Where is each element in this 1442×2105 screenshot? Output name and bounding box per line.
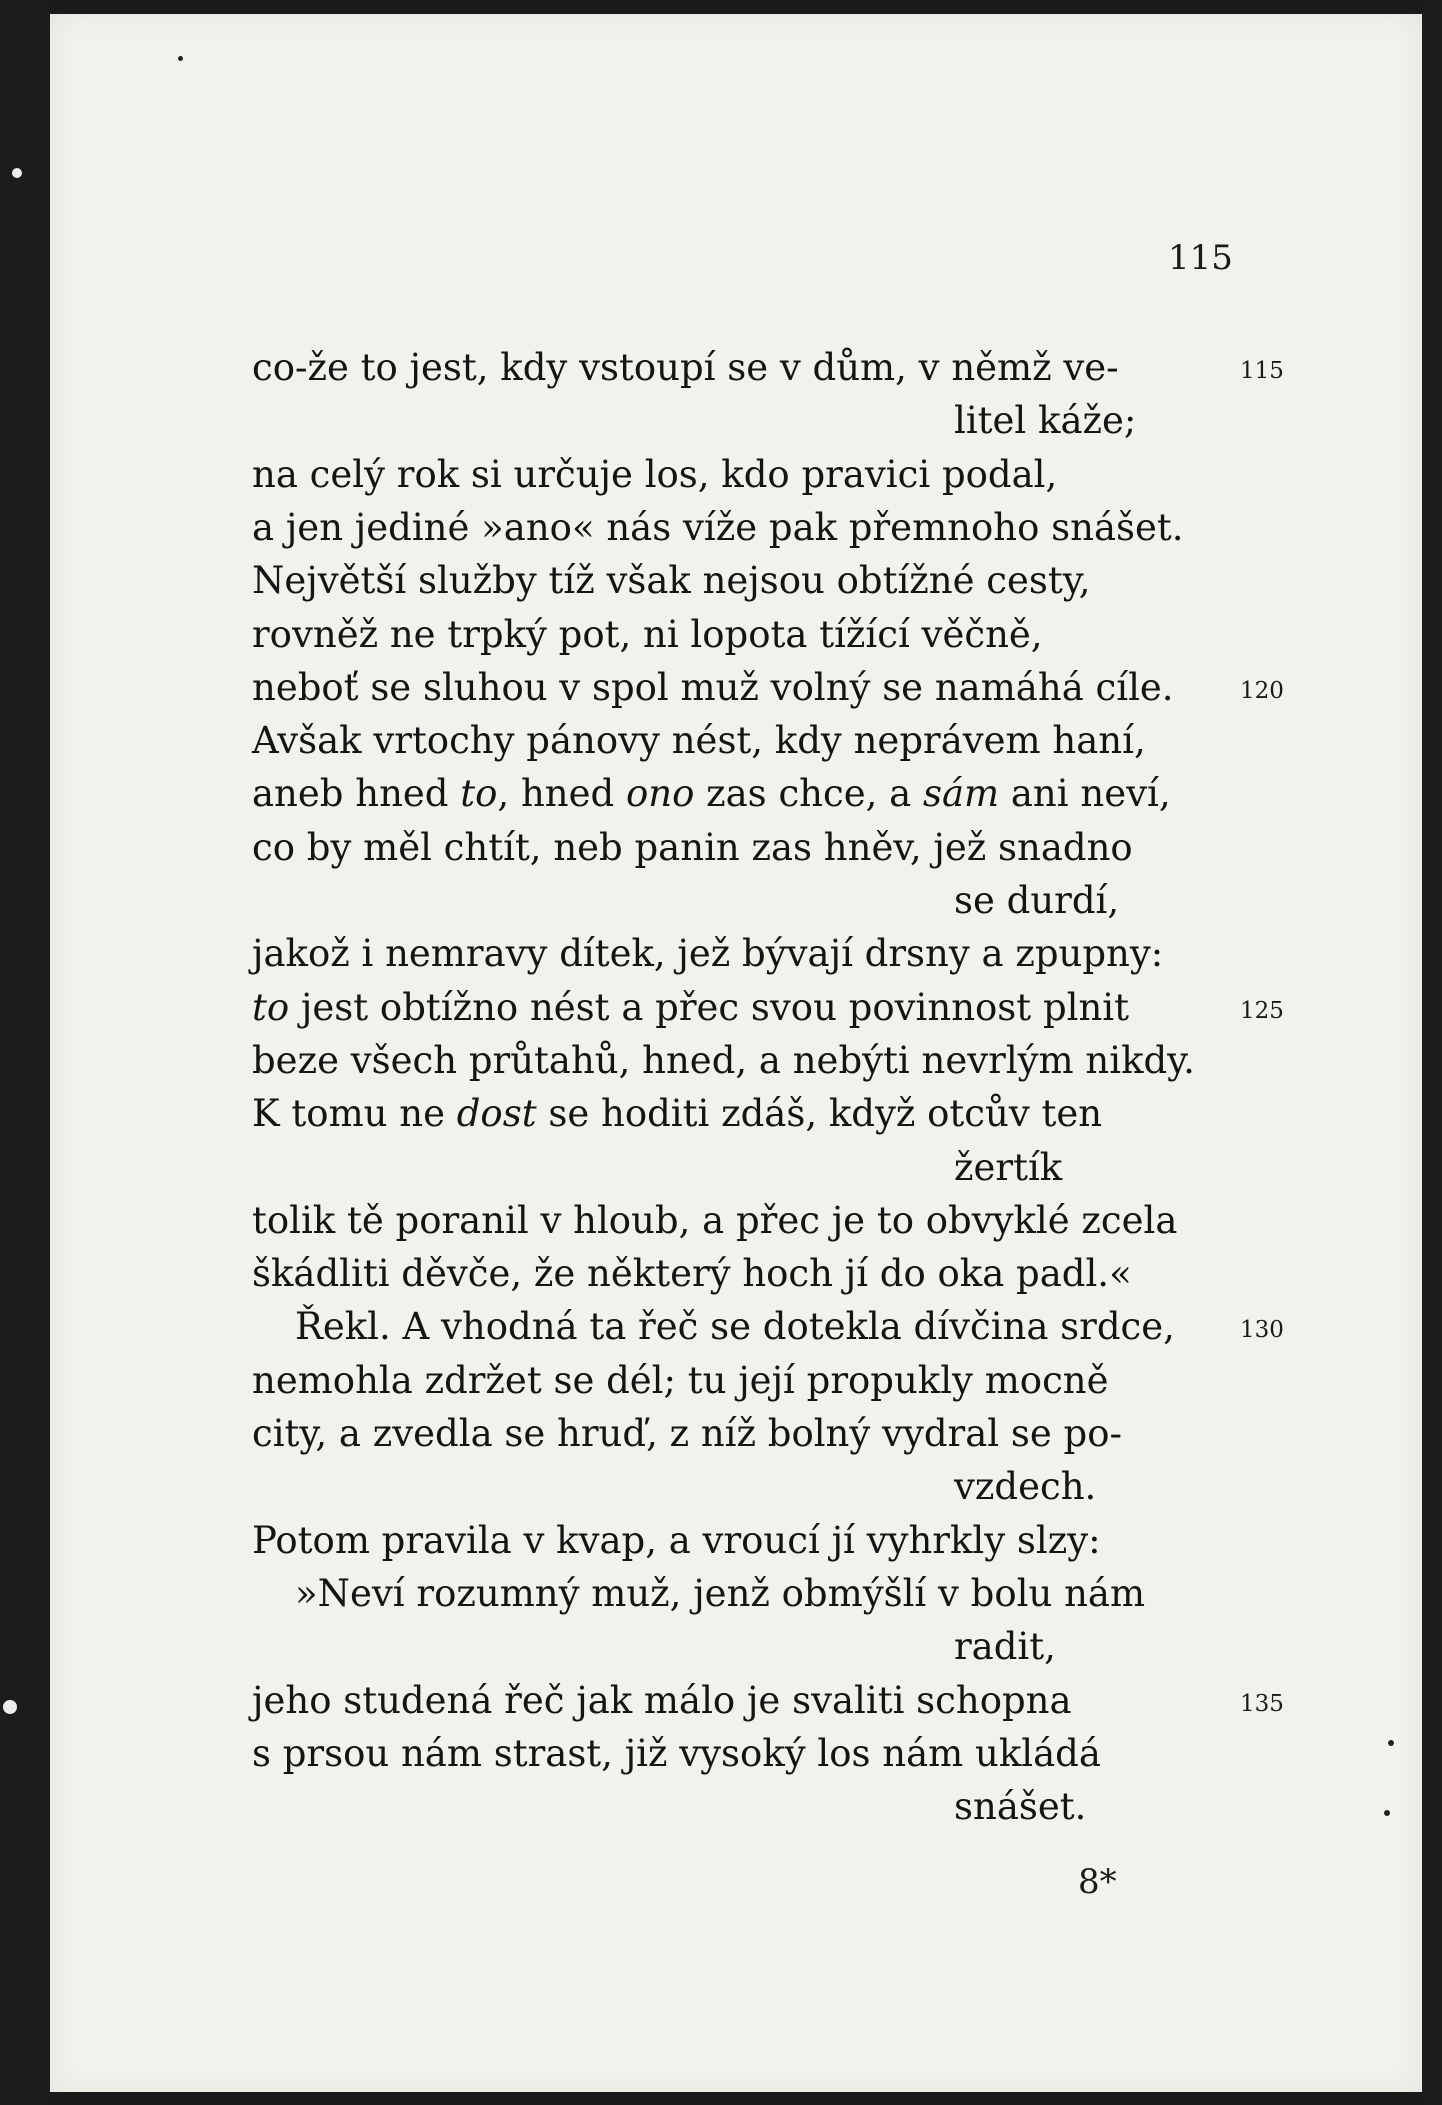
text-line: nemohla zdržet se dél; tu její propukly mocně [252, 1359, 1109, 1402]
text-line: jakož i nemravy dítek, jež bývají drsny a zpupny: [252, 932, 1164, 975]
verse-number: 120 [1240, 678, 1284, 704]
scan-right-edge [1422, 0, 1442, 2105]
text-line: radit, [954, 1625, 1056, 1668]
text-line: neboť se sluhou v spol muž volný se namáhá cíle. [252, 666, 1174, 709]
text-line: beze všech průtahů, hned, a nebýti nevrlým nikdy. [252, 1039, 1195, 1082]
scan-speck [12, 168, 22, 178]
text-line: co by měl chtít, neb panin zas hněv, jež snadno [252, 826, 1133, 869]
verse-number: 130 [1240, 1317, 1284, 1343]
page-number: 115 [1168, 238, 1233, 278]
scan-speck [1384, 1810, 1390, 1816]
text-line: snášet. [954, 1785, 1087, 1828]
text-line: Avšak vrtochy pánovy nést, kdy neprávem haní, [252, 719, 1146, 762]
scan-left-edge [0, 0, 50, 2105]
text-line: co-že to jest, kdy vstoupí se v dům, v němž ve- [252, 346, 1119, 389]
printer-signature: 8* [1078, 1862, 1117, 1902]
text-line: K tomu ne dost se hoditi zdáš, když otcův ten [252, 1092, 1103, 1135]
scan-speck [178, 56, 183, 61]
text-line: jeho studená řeč jak málo je svaliti schopna [252, 1679, 1072, 1722]
text-line: vzdech. [954, 1465, 1097, 1508]
text-line: škádliti děvče, že některý hoch jí do oka padl.« [252, 1252, 1132, 1295]
verse-number: 135 [1240, 1691, 1284, 1717]
text-line: aneb hned to, hned ono zas chce, a sám ani neví, [252, 772, 1171, 815]
text-line: rovněž ne trpký pot, ni lopota tížící věčně, [252, 613, 1043, 656]
verse-number: 125 [1240, 998, 1284, 1024]
scan-speck [1388, 1740, 1394, 1746]
text-line: na celý rok si určuje los, kdo pravici podal, [252, 453, 1058, 496]
text-line: Řekl. A vhodná ta řeč se dotekla dívčina srdce, [295, 1305, 1175, 1348]
text-line: to jest obtížno nést a přec svou povinnost plnit [252, 986, 1129, 1029]
text-line: se durdí, [954, 879, 1120, 922]
text-line: litel káže; [954, 399, 1137, 442]
text-line: žertík [954, 1146, 1063, 1189]
scan-speck [3, 1700, 17, 1714]
text-line: »Neví rozumný muž, jenž obmýšlí v bolu nám [295, 1572, 1146, 1615]
text-line: Největší služby tíž však nejsou obtížné cesty, [252, 559, 1091, 602]
text-line: a jen jediné »ano« nás víže pak přemnoho snášet. [252, 506, 1184, 549]
text-line: Potom pravila v kvap, a vroucí jí vyhrkly slzy: [252, 1519, 1101, 1562]
text-line: s prsou nám strast, již vysoký los nám ukládá [252, 1732, 1101, 1775]
verse-number: 115 [1240, 358, 1284, 384]
text-line: tolik tě poranil v hloub, a přec je to obvyklé zcela [252, 1199, 1178, 1242]
text-line: city, a zvedla se hruď, z níž bolný vydral se po- [252, 1412, 1122, 1455]
